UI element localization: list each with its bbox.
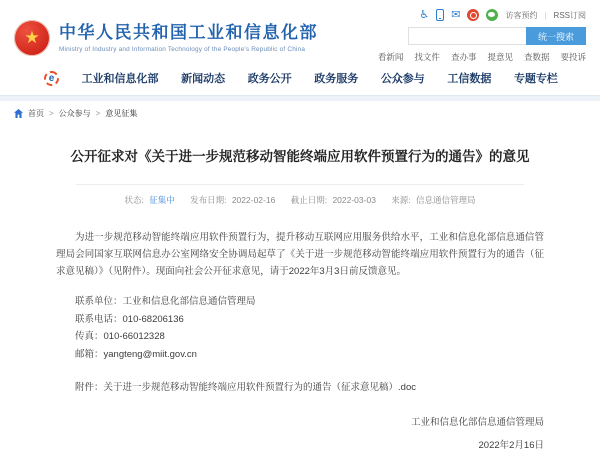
signature-date: 2022年2月16日	[478, 440, 544, 451]
star-icon: ★	[24, 28, 40, 47]
main-content	[0, 101, 600, 451]
deadline-value: 2022-03-03	[332, 195, 376, 206]
accessibility-icon[interactable]: ♿	[419, 8, 430, 21]
signature-unit: 工业和信息化部信息通信管理局	[410, 417, 544, 429]
wechat-icon[interactable]	[486, 9, 498, 21]
breadcrumb-public-participation[interactable]: 公众参与	[58, 109, 91, 118]
rss-link[interactable]: RSS订阅	[553, 10, 586, 20]
attachment-link[interactable]: 关于进一步规范移动智能终端应用软件预置行为的通告（征求意见稿）.doc	[103, 382, 416, 394]
mail-icon[interactable]: ✉	[451, 8, 461, 21]
breadcrumb-home[interactable]: 首页	[28, 109, 44, 118]
deadline-label: 截止日期:	[290, 195, 328, 206]
miit-gear-logo-icon[interactable]: e	[44, 71, 59, 86]
contact-phone: 联系电话：010-68206136	[75, 313, 184, 325]
visitor-appointment-link[interactable]: 访客预约	[505, 10, 538, 20]
attachment-label: 附件：	[75, 382, 104, 394]
nav-item-industry-data[interactable]: 工信数据	[447, 73, 492, 85]
utility-row	[419, 8, 586, 22]
nav-item-gov-services[interactable]: 政务服务	[314, 73, 359, 85]
search-button[interactable]: 统一搜索	[526, 27, 586, 45]
quick-link-data[interactable]: 查数据	[523, 52, 550, 62]
source-value: 信息通信管理局	[416, 195, 476, 206]
main-nav	[0, 64, 600, 95]
quick-link-services[interactable]: 查办事	[450, 52, 477, 62]
brand-text	[59, 18, 318, 53]
quick-links	[378, 51, 586, 63]
search-bar	[408, 27, 586, 45]
quick-link-documents[interactable]: 找文件	[414, 52, 440, 62]
breadcrumb-separator: >	[95, 109, 101, 118]
status-label: 状态:	[124, 195, 144, 206]
weibo-icon[interactable]	[467, 9, 479, 21]
site-header	[0, 0, 600, 64]
title-divider	[76, 184, 524, 185]
contact-unit: 联系单位：工业和信息化部信息通信管理局	[75, 296, 256, 308]
attachment-line	[56, 379, 544, 393]
home-icon	[14, 109, 23, 118]
contact-email: 邮箱：yangteng@miit.gov.cn	[75, 348, 197, 360]
national-emblem-logo	[14, 20, 50, 56]
nav-item-ministry[interactable]: 工业和信息化部	[81, 73, 159, 85]
site-title: 中华人民共和国工业和信息化部	[59, 23, 318, 42]
source-label: 来源:	[391, 195, 411, 206]
article-meta	[0, 194, 600, 206]
nav-item-special-topics[interactable]: 专题专栏	[513, 73, 558, 85]
mobile-icon[interactable]	[436, 9, 444, 21]
nav-item-gov-disclosure[interactable]: 政务公开	[247, 73, 292, 85]
utility-divider: |	[544, 10, 547, 20]
article-paragraph: 为进一步规范移动智能终端应用软件预置行为，提升移动互联网应用服务供给水平，工业和信息化部信息通信管理局会同国家互联网信息办公室网络安全协调局起草了《关于进一步规范移动智能终端应用软件预置行为的通告（征求意见稿）》（见附件）。现面向社会公开征求意见，请于2022年3月3日前反馈意见。	[56, 232, 544, 278]
quick-link-news[interactable]: 看新闻	[377, 52, 404, 62]
publish-date-label: 发布日期:	[190, 195, 227, 206]
article-body	[0, 206, 600, 451]
search-input[interactable]	[408, 27, 526, 45]
contact-fax: 传真：010-66012328	[75, 331, 165, 343]
status-badge: 征集中	[149, 195, 175, 206]
breadcrumb-opinion-collection[interactable]: 意见征集	[105, 109, 138, 118]
breadcrumb	[0, 101, 600, 121]
quick-link-feedback[interactable]: 提意见	[487, 52, 513, 62]
nav-item-public-participation[interactable]: 公众参与	[380, 73, 425, 85]
nav-item-news[interactable]: 新闻动态	[181, 73, 226, 85]
page-title: 公开征求对《关于进一步规范移动智能终端应用软件预置行为的通告》的意见	[70, 149, 530, 164]
site-brand[interactable]	[14, 7, 318, 64]
site-subtitle: Ministry of Industry and Information Technology of the People's Republic of China	[59, 46, 306, 53]
breadcrumb-separator: >	[49, 109, 54, 118]
topbar-right	[378, 7, 586, 64]
quick-link-complaint[interactable]: 要投诉	[560, 52, 586, 62]
publish-date-value: 2022-02-16	[231, 195, 276, 206]
